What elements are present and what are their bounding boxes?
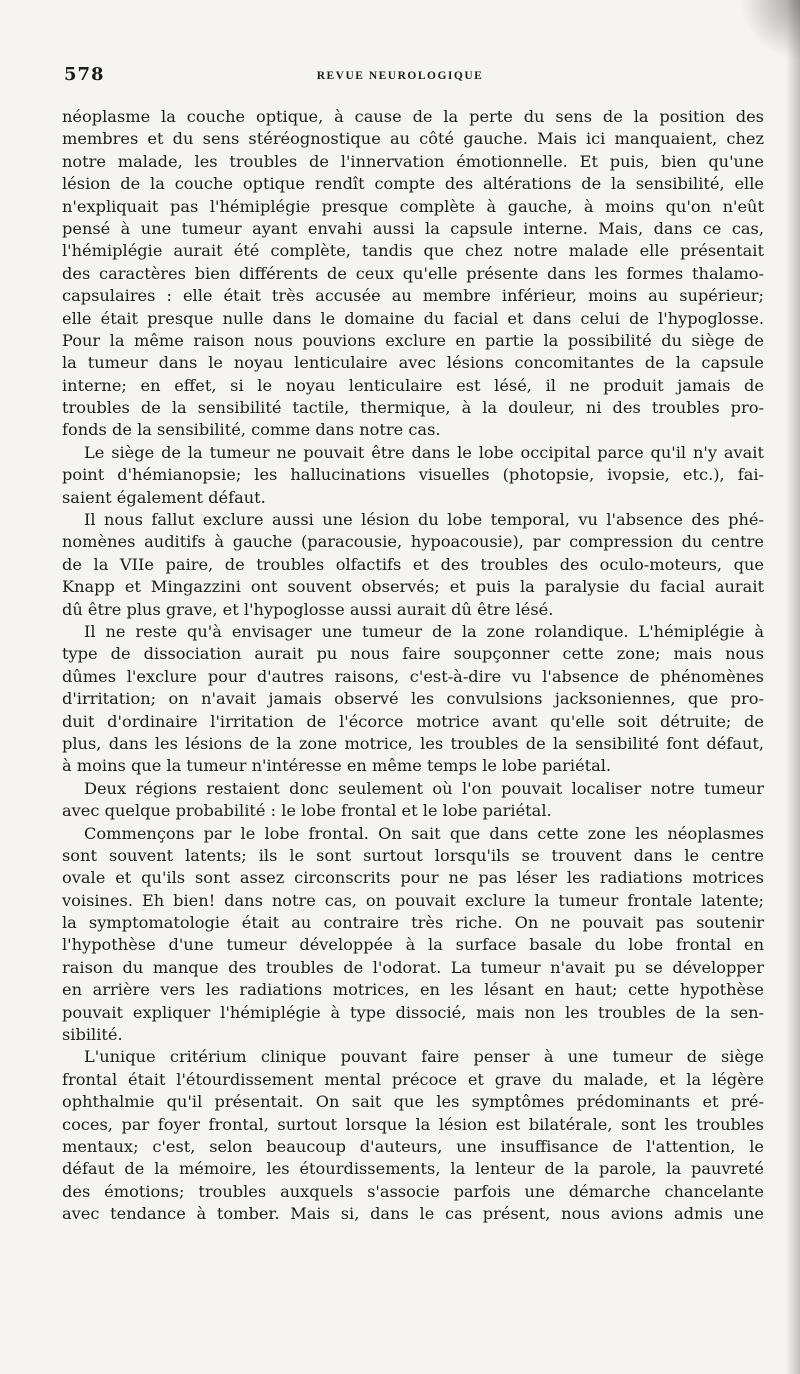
text-line: mentaux; c'est, selon beaucoup d'auteurs, une insuffisance de l'attention, le xyxy=(62,1136,764,1156)
text-line: Knapp et Mingazzini ont souvent observés; et puis la paralysie du facial aurait xyxy=(62,577,764,597)
text-line: défaut de la mémoire, les étourdissements, la lenteur de la parole, la pauvreté xyxy=(62,1159,764,1179)
text-line: lésion de la couche optique rendît compte des altérations de la sensibilité, elle xyxy=(62,174,764,194)
text-line: interne; en effet, si le noyau lenticulaire est lésé, il ne produit jamais de xyxy=(62,375,764,395)
page-number: 578 xyxy=(64,64,105,85)
text-line: d'irritation; on n'avait jamais observé les convulsions jacksoniennes, que pro- xyxy=(62,689,764,709)
text-line: Il nous fallut exclure aussi une lésion du lobe temporal, vu l'absence des phé- xyxy=(84,510,764,530)
text-line: sibilité. xyxy=(62,1025,123,1045)
text-line: ophthalmie qu'il présentait. On sait que les symptômes prédominants et pré- xyxy=(62,1092,764,1112)
text-line: n'expliquait pas l'hémiplégie presque complète à gauche, à moins qu'on n'eût xyxy=(62,196,764,216)
text-line: la tumeur dans le noyau lenticulaire avec lésions concomitantes de la capsule xyxy=(62,353,764,373)
text-line: néoplasme la couche optique, à cause de la perte du sens de la position des xyxy=(62,107,764,126)
text-line: point d'hémianopsie; les hallucinations visuelles (photopsie, ivopsie, etc.), fai- xyxy=(62,465,764,485)
text-line: dû être plus grave, et l'hypoglosse aussi aurait dû être lésé. xyxy=(62,599,554,619)
text-line: fonds de la sensibilité, comme dans notre cas. xyxy=(62,420,441,440)
text-line: Pour la même raison nous pouvions exclure en partie la possibilité du siège de xyxy=(62,330,764,350)
text-line: pouvait expliquer l'hémiplégie à type dissocié, mais non les troubles de la sen- xyxy=(62,1002,764,1022)
text-line: des caractères bien différents de ceux qu'elle présente dans les formes thalamo- xyxy=(62,263,764,283)
body-text xyxy=(62,106,764,1226)
text-line: des émotions; troubles auxquels s'associe parfois une démarche chancelante xyxy=(62,1181,764,1201)
text-line: Il ne reste qu'à envisager une tumeur de la zone rolandique. L'hémiplégie à xyxy=(84,621,764,641)
text-line: à moins que la tumeur n'intéresse en même temps le lobe pariétal. xyxy=(62,756,612,776)
text-line: notre malade, les troubles de l'innervation émotionnelle. Et puis, bien qu'une xyxy=(62,151,764,171)
text-line: dûmes l'exclure pour d'autres raisons, c'est-à-dire vu l'absence de phénomènes xyxy=(62,666,764,686)
text-line: nomènes auditifs à gauche (paracousie, hypoacousie), par compression du centre xyxy=(62,532,764,552)
text-line: elle était presque nulle dans le domaine du facial et dans celui de l'hypoglosse. xyxy=(62,308,764,328)
text-line: pensé à une tumeur ayant envahi aussi la capsule interne. Mais, dans ce cas, xyxy=(62,218,764,238)
text-line: raison du manque des troubles de l'odorat. La tumeur n'avait pu se développer xyxy=(62,957,764,977)
text-line: type de dissociation aurait pu nous faire soupçonner cette zone; mais nous xyxy=(62,644,764,664)
page-edge-shadow xyxy=(786,0,800,1374)
page-corner-shadow xyxy=(740,0,800,60)
running-head: REVUE NEUROLOGIQUE xyxy=(316,70,484,82)
text-line: avec tendance à tomber. Mais si, dans le cas présent, nous avions admis une xyxy=(62,1204,764,1224)
text-line: de la VIIe paire, de troubles olfactifs et des troubles des oculo-moteurs, que xyxy=(62,554,764,574)
text-line: Deux régions restaient donc seulement où l'on pouvait localiser notre tumeur xyxy=(84,778,764,798)
text-line: saient également défaut. xyxy=(62,487,266,507)
text-line: frontal était l'étourdissement mental précoce et grave du malade, et la légère xyxy=(62,1069,764,1089)
text-line: la symptomatologie était au contraire très riche. On ne pouvait pas soutenir xyxy=(62,913,764,933)
text-line: l'hémiplégie aurait été complète, tandis que chez notre malade elle présentait xyxy=(62,241,764,261)
text-line: duit d'ordinaire l'irritation de l'écorce motrice avant qu'elle soit détruite; de xyxy=(62,711,764,731)
text-line: L'unique critérium clinique pouvant faire penser à une tumeur de siège xyxy=(84,1047,764,1067)
text-line: Commençons par le lobe frontal. On sait que dans cette zone les néoplasmes xyxy=(84,823,764,843)
text-line: en arrière vers les radiations motrices, en les lésant en haut; cette hypothèse xyxy=(62,980,764,1000)
text-line: Le siège de la tumeur ne pouvait être dans le lobe occipital parce qu'il n'y avait xyxy=(84,442,764,462)
text-line: capsulaires : elle était très accusée au membre inférieur, moins au supérieur; xyxy=(62,286,764,306)
text-line: avec quelque probabilité : le lobe frontal et le lobe pariétal. xyxy=(62,801,552,821)
text-line: l'hypothèse d'une tumeur développée à la surface basale du lobe frontal en xyxy=(62,935,764,955)
text-line: troubles de la sensibilité tactile, thermique, à la douleur, ni des troubles pro- xyxy=(62,398,764,418)
text-line: ovale et qu'ils sont assez circonscrits pour ne pas léser les radiations motrices xyxy=(62,868,764,888)
text-line: sont souvent latents; ils le sont surtout lorsqu'ils se trouvent dans le centre xyxy=(62,845,764,865)
text-line: voisines. Eh bien! dans notre cas, on pouvait exclure la tumeur frontale latente; xyxy=(62,890,764,910)
text-line: membres et du sens stéréognostique au côté gauche. Mais ici manquaient, chez xyxy=(62,129,764,149)
text-line: plus, dans les lésions de la zone motrice, les troubles de la sensibilité font défaut, xyxy=(62,733,764,753)
text-line: coces, par foyer frontal, surtout lorsque la lésion est bilatérale, sont les troubles xyxy=(62,1114,764,1134)
